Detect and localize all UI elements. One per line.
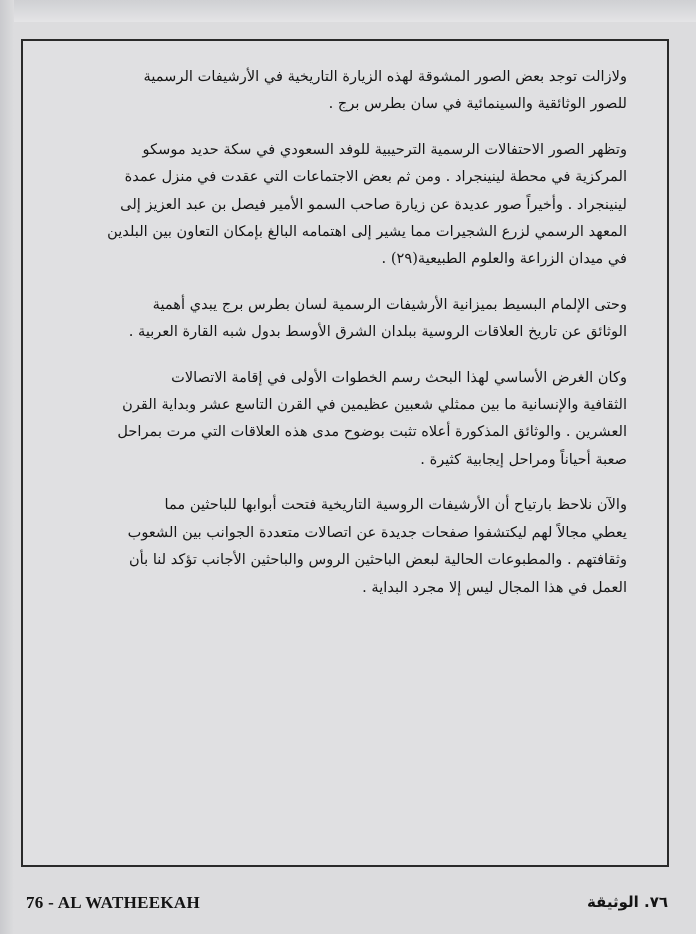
page-footer xyxy=(26,893,668,919)
content-frame xyxy=(21,39,669,867)
paragraph-line: وتظهر الصور الاحتفالات الرسمية الترحيبية للوفد السعودي في سكة حديد موسكو xyxy=(142,140,627,158)
article-text xyxy=(47,63,645,619)
paragraph-line: وحتى الإلمام البسيط بميزانية الأرشيفات الرسمية لسان بطرس برج يبدي أهمية xyxy=(152,295,627,313)
paragraph-2 xyxy=(47,136,645,273)
paragraph-1 xyxy=(47,63,645,118)
scan-edge-top xyxy=(0,0,696,22)
paragraph-line: والآن نلاحظ بارتياح أن الأرشيفات الروسية التاريخية فتحت أبوابها للباحثين مما xyxy=(164,496,627,514)
paragraph-line: وثقافتهم . والمطبوعات الحالية لبعض الباحثين الروس والباحثين الأجانب تؤكد لنا بأن xyxy=(128,551,627,569)
paragraph-line: المركزية في محطة لينينجراد . ومن ثم بعض الاجتماعات التي عقدت في منزل عمدة xyxy=(124,168,627,186)
paragraph-3 xyxy=(47,291,645,346)
paragraph-line: العمل في هذا المجال ليس إلا مجرد البداية . xyxy=(362,578,627,596)
paragraph-line: في ميدان الزراعة والعلوم الطبيعية(٢٩) . xyxy=(381,250,627,268)
paragraph-line: المعهد الرسمي لزرع الشجيرات مما يشير إلى اهتمامه البالغ بإمكان التعاون بين البلدين xyxy=(107,223,627,241)
paragraph-line: الوثائق عن تاريخ العلاقات الروسية ببلدان الشرق الأوسط بدول شبه القارة العربية . xyxy=(128,323,627,341)
paragraph-line: للصور الوثائقية والسينمائية في سان بطرس برج . xyxy=(328,95,627,113)
footer-page-label-arabic: ٧٦. الوثيقة xyxy=(586,893,668,911)
paragraph-5 xyxy=(47,491,645,601)
paragraph-line: يعطي مجالاً لهم ليكتشفوا صفحات جديدة عن اتصالات متعددة الجوانب بين الشعوب xyxy=(127,523,627,541)
paragraph-line: الثقافية والإنسانية ما بين ممثلي شعبين عظيمين في القرن التاسع عشر وبداية القرن xyxy=(122,396,627,414)
paragraph-line: صعبة أحياناً ومراحل إيجابية كثيرة . xyxy=(420,450,627,468)
paragraph-4 xyxy=(47,364,645,474)
footer-page-label-latin: 76 - AL WATHEEKAH xyxy=(26,893,201,912)
paragraph-line: العشرين . والوثائق المذكورة أعلاه تثبت بوضوح مدى هذه العلاقات التي مرت بمراحل xyxy=(117,423,627,441)
paragraph-line: لينينجراد . وأخيراً صور عديدة عن زيارة صاحب السمو الأمير فيصل بن عبد العزيز إلى xyxy=(120,195,627,213)
paragraph-line: ولازالت توجد بعض الصور المشوقة لهذه الزيارة التاريخية في الأرشيفات الرسمية xyxy=(143,68,627,85)
scan-edge-left xyxy=(0,0,14,934)
paragraph-line: وكان الغرض الأساسي لهذا البحث رسم الخطوات الأولى في إقامة الاتصالات xyxy=(171,368,627,386)
